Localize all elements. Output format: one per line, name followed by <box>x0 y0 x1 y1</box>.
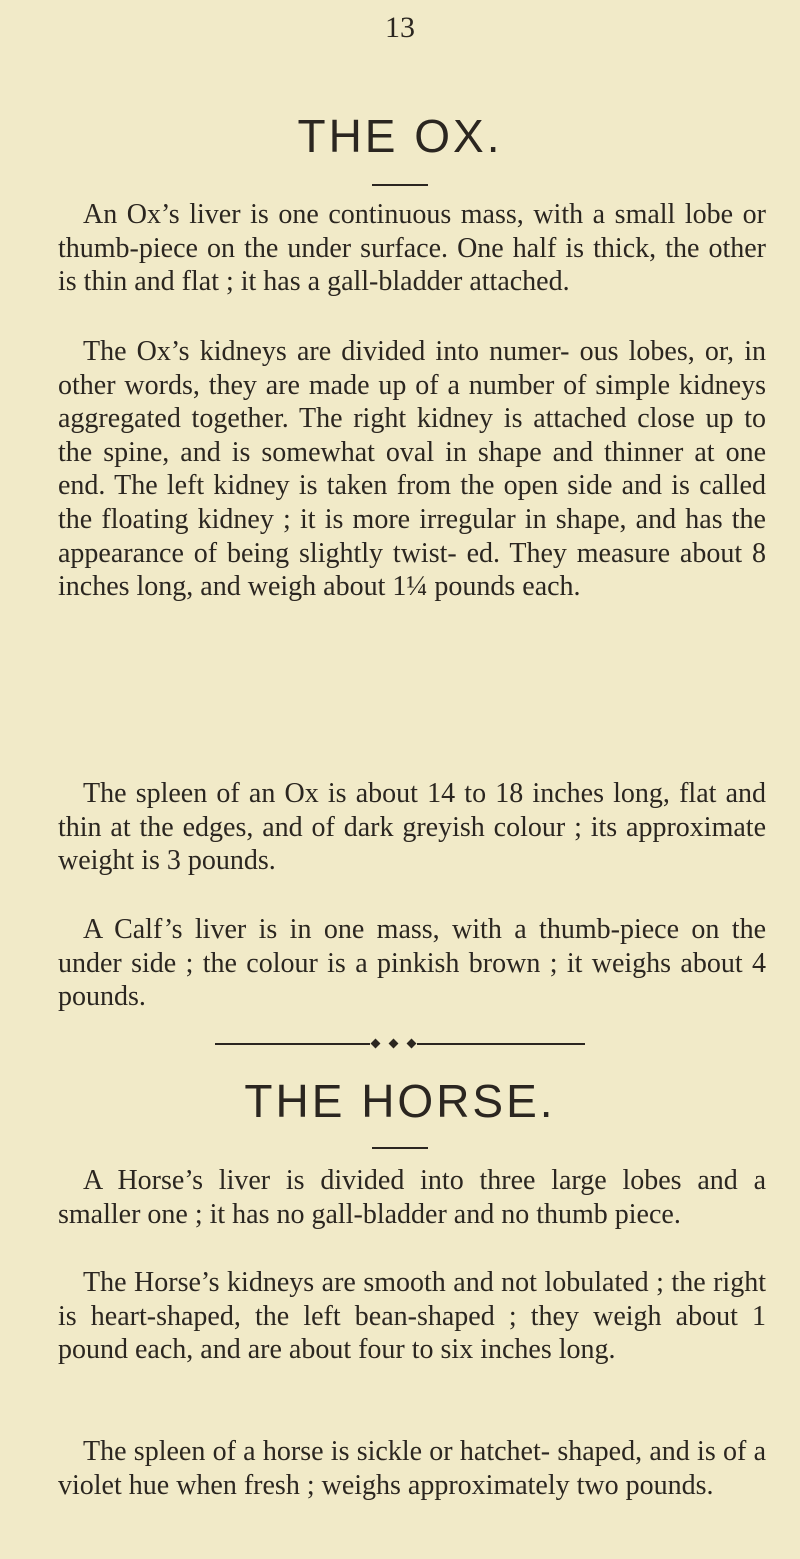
paragraph-ox-liver: An Ox’s liver is one continuous mass, with a small lobe or thumb-piece on the under surface. One half is thick, the other is thin and flat ; it has a gall-bladder attached. <box>58 199 766 298</box>
paragraph-horse-kidneys: The Horse’s kidneys are smooth and not lobulated ; the right is heart-shaped, the left bean-shaped ; they weigh about 1 pound each, and are about four to six inches long. <box>58 1267 766 1366</box>
heading-underline-horse <box>372 1147 428 1149</box>
heading-underline-ox <box>372 184 428 186</box>
paragraph-ox-kidneys: The Ox’s kidneys are divided into numer- ous lobes, or, in other words, they are made up of a number of simple kidneys aggregated together. The right kidney is attached close up to the spine, and is somewhat oval in shape and thinner at one end. The left kidney is taken from the open side and is called the floating kidney ; it is more irregular in shape, and has the appearance of being slightly twist- ed. They measure about 8 inches long, and weigh about 1¼ pounds each. <box>58 336 766 603</box>
three-diamond-separator-icon <box>215 1038 585 1050</box>
page-number: 13 <box>385 11 415 44</box>
paragraph-calf-liver: A Calf’s liver is in one mass, with a thumb-piece on the under side ; the colour is a pinkish brown ; it weighs about 4 pounds. <box>58 914 766 1013</box>
paragraph-horse-spleen: The spleen of a horse is sickle or hatchet- shaped, and is of a violet hue when fresh ; weighs approximately two pounds. <box>58 1436 766 1501</box>
section-heading-ox: THE OX. <box>297 110 503 162</box>
paragraph-ox-spleen: The spleen of an Ox is about 14 to 18 inches long, flat and thin at the edges, and of dark greyish colour ; its approximate weight is 3 pounds. <box>58 778 766 877</box>
paragraph-horse-liver: A Horse’s liver is divided into three large lobes and a smaller one ; it has no gall-bladder and no thumb piece. <box>58 1165 766 1230</box>
section-heading-horse: THE HORSE. <box>244 1075 556 1127</box>
